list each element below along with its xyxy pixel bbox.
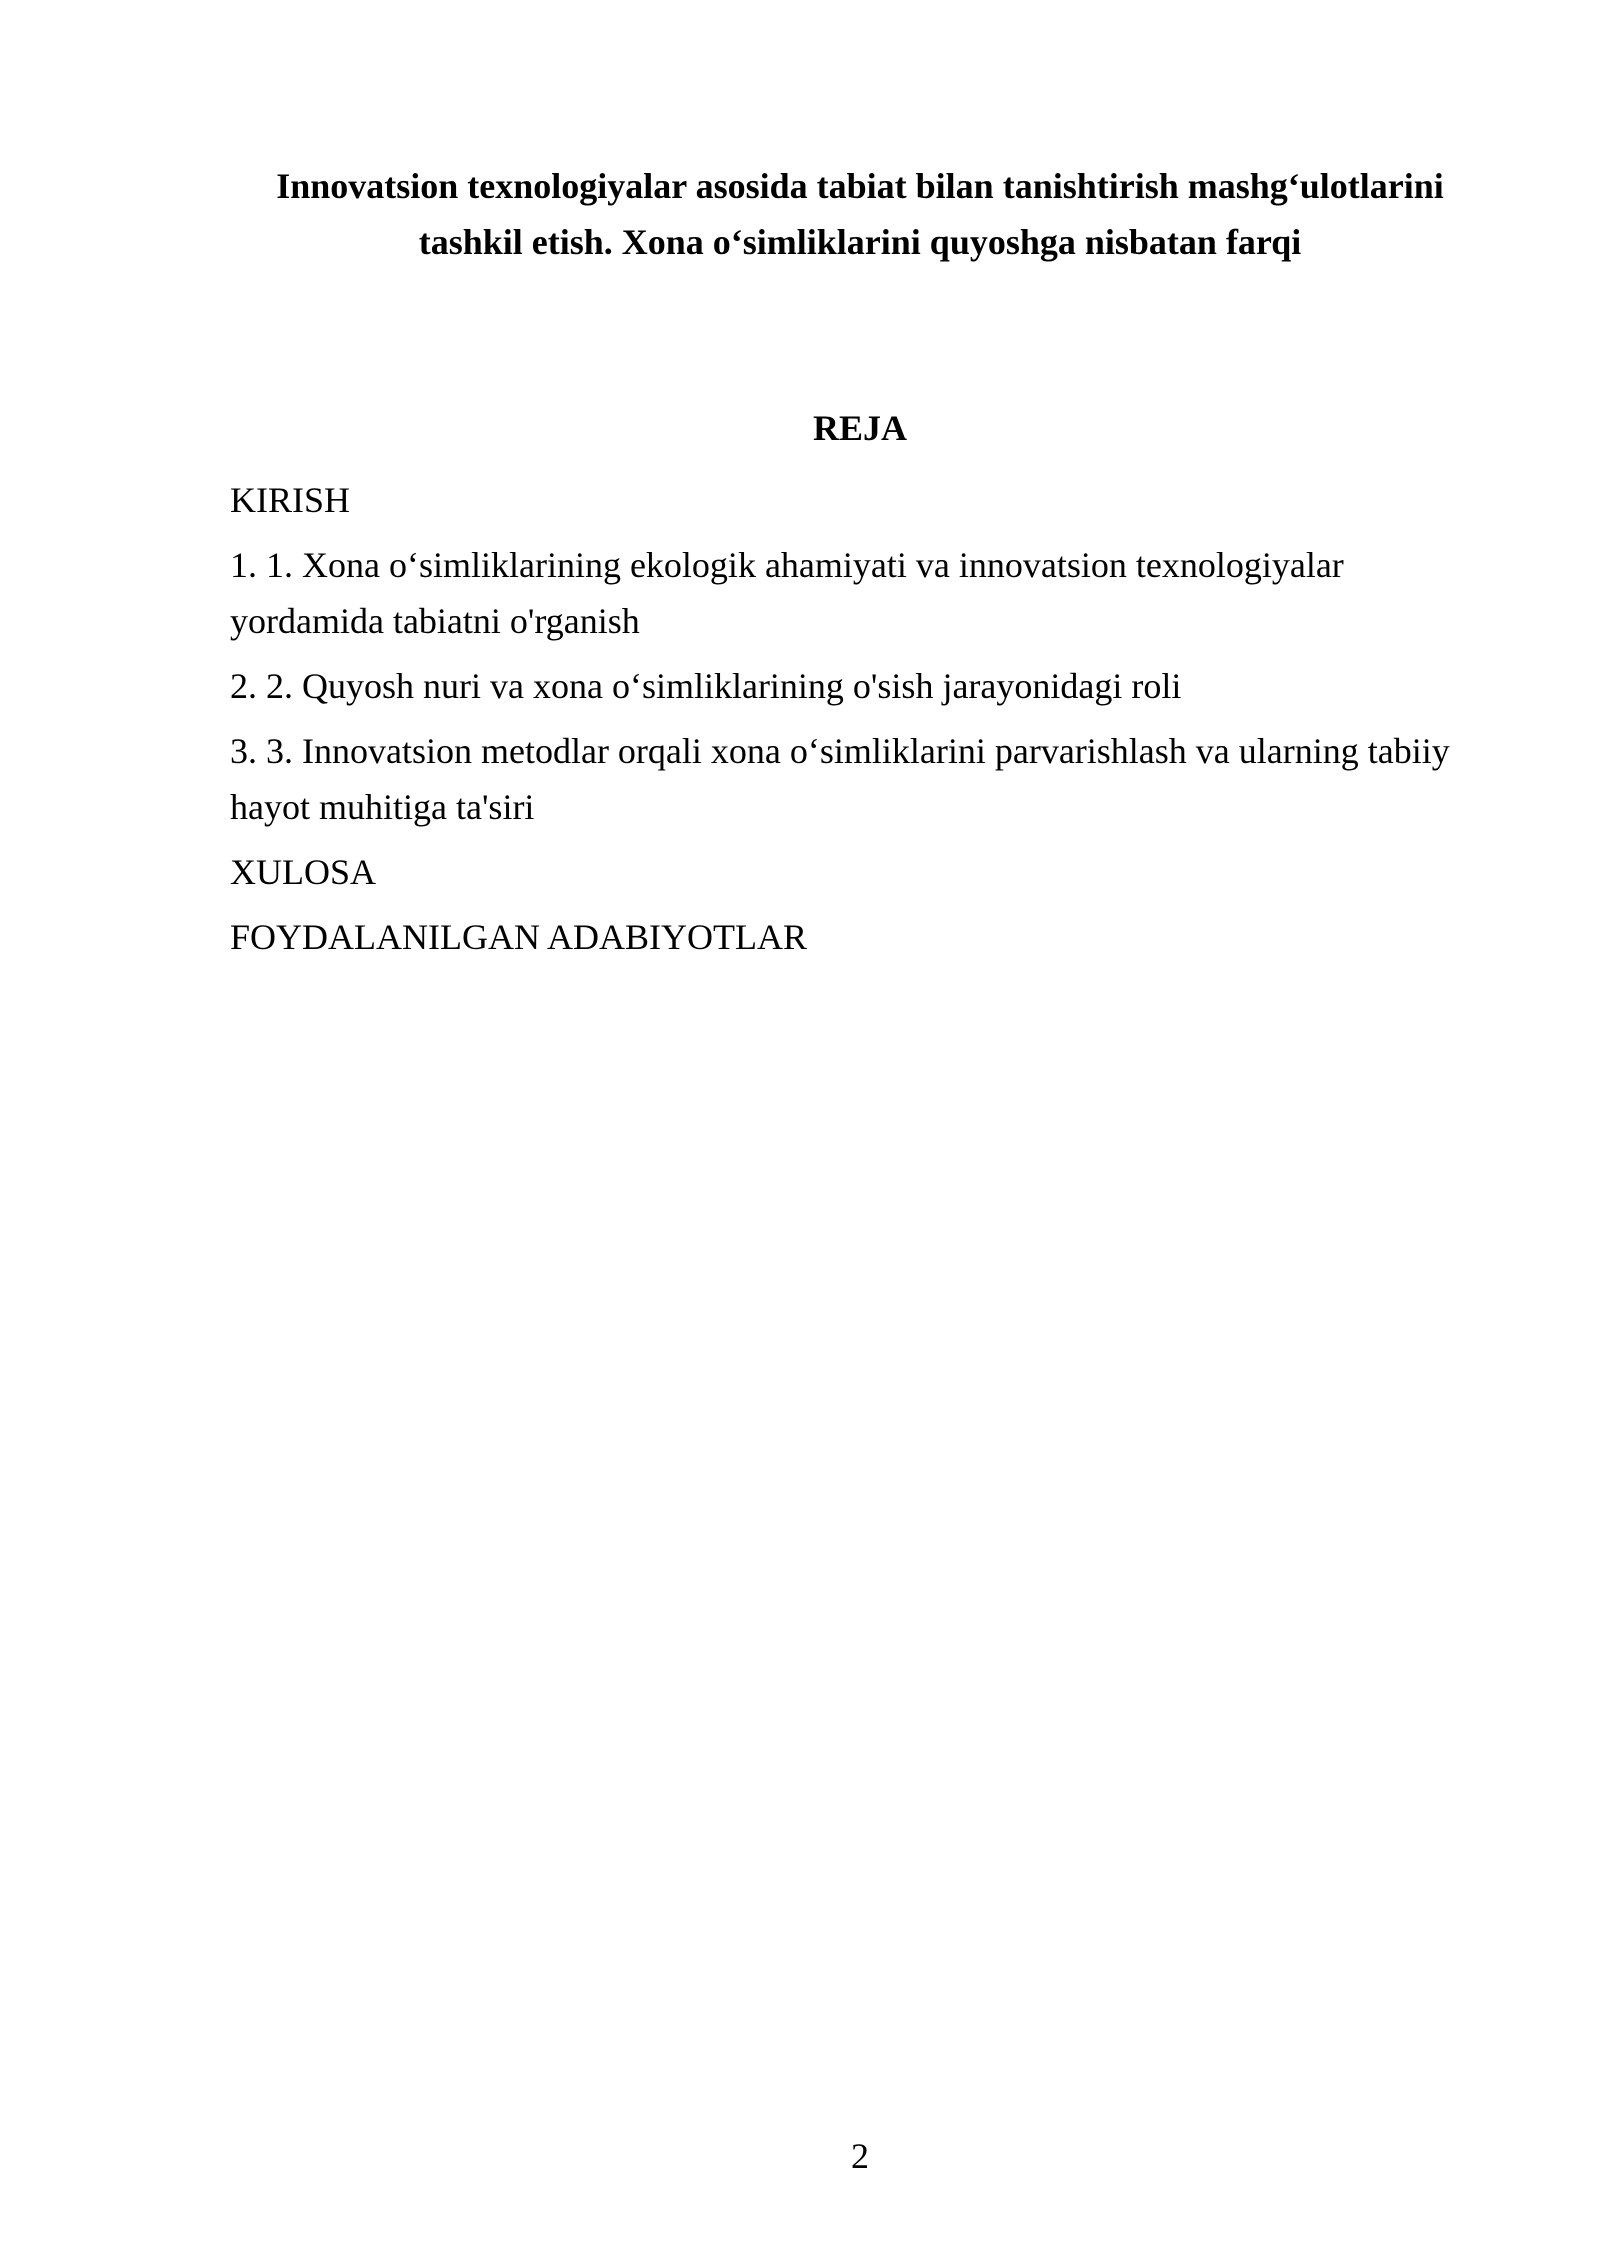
plan-item-section-3: 3. 3. Innovatsion metodlar orqali xona o‘simliklarini parvarishlash va ularning tabiiy hayot muhitiga ta'siri xyxy=(230,731,1450,827)
plan-item-section-1: 1. 1. Xona o‘simliklarining ekologik ahamiyati va innovatsion texnologiyalar yordamida tabiatni o'rganish xyxy=(230,545,1344,641)
page-number: 2 xyxy=(851,2136,869,2176)
document-title: Innovatsion texnologiyalar asosida tabiat bilan tanishtirish mashg‘ulotlarini tashkil etish. Xona o‘simliklarini quyoshga nisbatan farqi xyxy=(276,166,1444,262)
plan-heading: REJA xyxy=(812,408,907,448)
plan-item-introduction: KIRISH xyxy=(230,480,351,520)
plan-item-references: FOYDALANILGAN ADABIYOTLAR xyxy=(230,917,807,957)
plan-item-section-2: 2. 2. Quyosh nuri va xona o‘simliklarining o'sish jarayonidagi roli xyxy=(230,666,1182,706)
plan-list xyxy=(230,472,1490,974)
plan-item-conclusion: XULOSA xyxy=(230,852,377,892)
